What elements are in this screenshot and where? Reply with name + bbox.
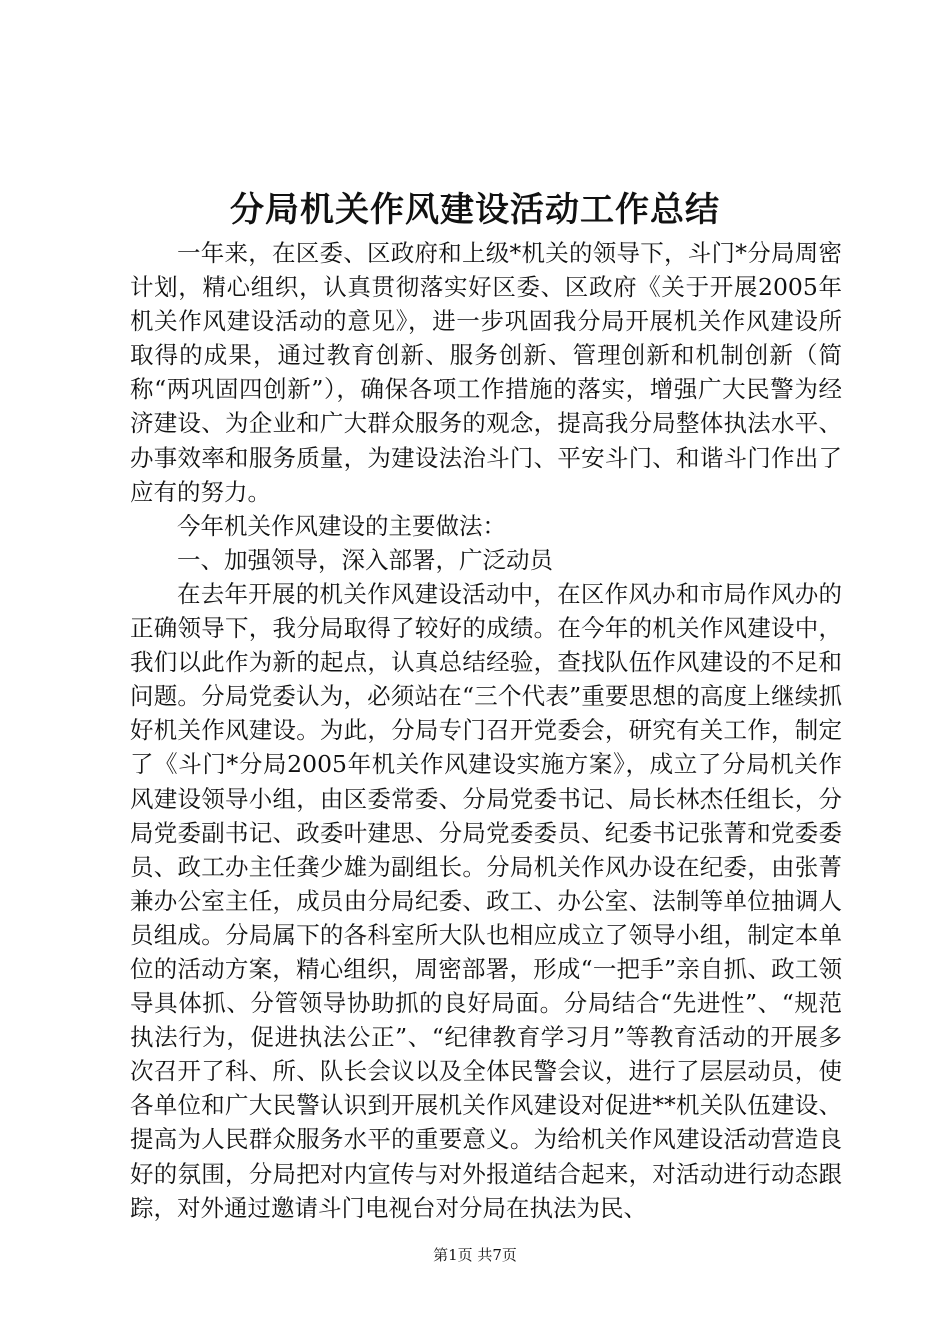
document-title: 分局机关作风建设活动工作总结 <box>230 190 720 230</box>
section-heading-1: 一、加强领导，深入部署，广泛动员 <box>177 545 553 574</box>
page-footer: 第1页 共7页 <box>433 1246 517 1264</box>
paragraph-main-practices-heading: 今年机关作风建设的主要做法： <box>177 511 506 540</box>
paragraph-intro: 一年来，在区委、区政府和上级*机关的领导下，斗门*分局周密计划，精心组织，认真贯彻落实好区委、区政府《关于开展2005年机关作风建设活动的意见》，进一步巩固我分局开展机关作风建设所取得的成果，通过教育创新、服务创新、管理创新和机制创新（简称“两巩固四创新”），确保各项工作措施的落实，增强广大民警为经济建设、为企业和广大群众服务的观念，提高我分局整体执法水平、办事效率和服务质量，为建设法治斗门、平安斗门、和谐斗门作出了应有的努力。 <box>130 239 842 506</box>
document-body <box>130 236 842 1225</box>
paragraph-section-1-body: 在去年开展的机关作风建设活动中，在区作风办和市局作风办的正确领导下，我分局取得了较好的成绩。在今年的机关作风建设中，我们以此作为新的起点，认真总结经验，查找队伍作风建设的不足和问题。分局党委认为，必须站在“三个代表”重要思想的高度上继续抓好机关作风建设。为此，分局专门召开党委会，研究有关工作，制定了《斗门*分局2005年机关作风建设实施方案》，成立了分局机关作风建设领导小组，由区委常委、分局党委书记、局长林杰任组长，分局党委副书记、政委叶建思、分局党委委员、纪委书记张菁和党委委员、政工办主任龚少雄为副组长。分局机关作风办设在纪委，由张菁兼办公室主任，成员由分局纪委、政工、办公室、法制等单位抽调人员组成。分局属下的各科室所大队也相应成立了领导小组，制定本单位的活动方案，精心组织，周密部署，形成“一把手”亲自抓、政工领导具体抓、分管领导协助抓的良好局面。分局结合“先进性”、“规范执法行为，促进执法公正”、“纪律教育学习月”等教育活动的开展多次召开了科、所、队长会议以及全体民警会议，进行了层层动员，使各单位和广大民警认识到开展机关作风建设对促进**机关队伍建设、提高为人民群众服务水平的重要意义。为给机关作风建设活动营造良好的氛围，分局把对内宣传与对外报道结合起来，对活动进行动态跟踪，对外通过邀请斗门电视台对分局在执法为民、 <box>130 579 842 1222</box>
